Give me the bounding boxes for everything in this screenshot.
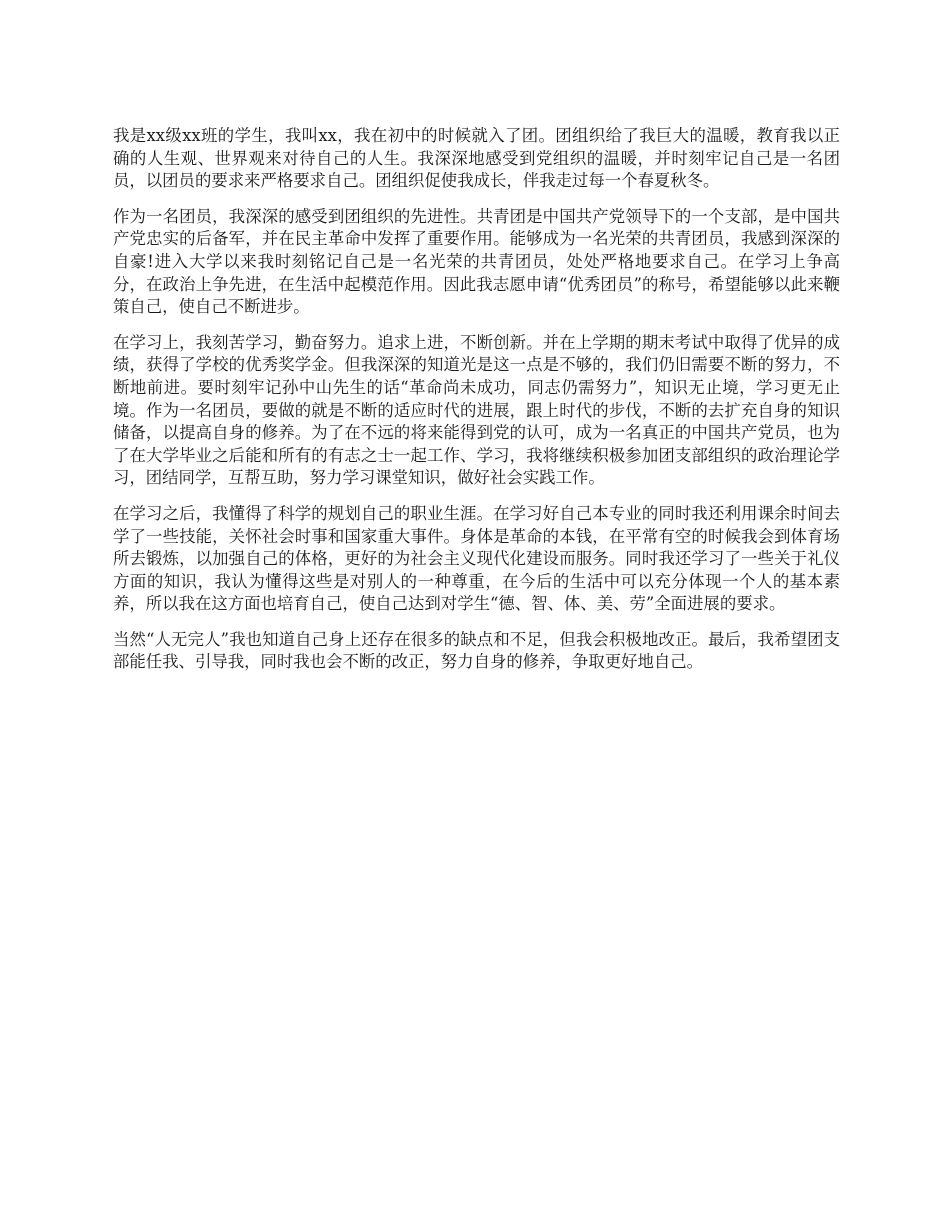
document-body <box>113 125 840 687</box>
paragraph-2: 作为一名团员，我深深的感受到团组织的先进性。共青团是中国共产党领导下的一个支部，是中国共产党忠实的后备军，并在民主革命中发挥了重要作用。能够成为一名光荣的共青团员，我感到深深的自豪!进入大学以来我时刻铭记自己是一名光荣的共青团员，处处严格地要求自己。在学习上争高分，在政治上争先进，在生活中起模范作用。因此我志愿申请“优秀团员”的称号，希望能够以此来鞭策自己，使自己不断进步。 <box>113 206 840 317</box>
paragraph-4: 在学习之后，我懂得了科学的规划自己的职业生涯。在学习好自己本专业的同时我还利用课余时间去学了一些技能，关怀社会时事和国家重大事件。身体是革命的本钱，在平常有空的时候我会到体育场所去锻炼，以加强自己的体格，更好的为社会主义现代化建设而服务。同时我还学习了一些关于礼仪方面的知识，我认为懂得这些是对别人的一种尊重，在今后的生活中可以充分体现一个人的基本素养，所以我在这方面也培育自己，使自己达到对学生“德、智、体、美、劳”全面进展的要求。 <box>113 503 840 614</box>
paragraph-3: 在学习上，我刻苦学习，勤奋努力。追求上进，不断创新。并在上学期的期末考试中取得了优异的成绩，获得了学校的优秀奖学金。但我深深的知道光是这一点是不够的，我们仍旧需要不断的努力，不断地前进。要时刻牢记孙中山先生的话“革命尚未成功，同志仍需努力”，知识无止境，学习更无止境。作为一名团员，要做的就是不断的适应时代的进展，跟上时代的步伐，不断的去扩充自身的知识储备，以提高自身的修养。为了在不远的将来能得到党的认可，成为一名真正的中国共产党员，也为了在大学毕业之后能和所有的有志之士一起工作、学习，我将继续积极参加团支部组织的政治理论学习，团结同学，互帮互助，努力学习课堂知识，做好社会实践工作。 <box>113 332 840 488</box>
paragraph-1: 我是xx级xx班的学生，我叫xx，我在初中的时候就入了团。团组织给了我巨大的温暖，教育我以正确的人生观、世界观来对待自己的人生。我深深地感受到党组织的温暖，并时刻牢记自己是一名团员，以团员的要求来严格要求自己。团组织促使我成长，伴我走过每一个春夏秋冬。 <box>113 126 840 191</box>
paragraph-5: 当然“人无完人”我也知道自己身上还存在很多的缺点和不足，但我会积极地改正。最后，我希望团支部能任我、引导我，同时我也会不断的改正，努力自身的修养，争取更好地自己。 <box>113 629 840 672</box>
